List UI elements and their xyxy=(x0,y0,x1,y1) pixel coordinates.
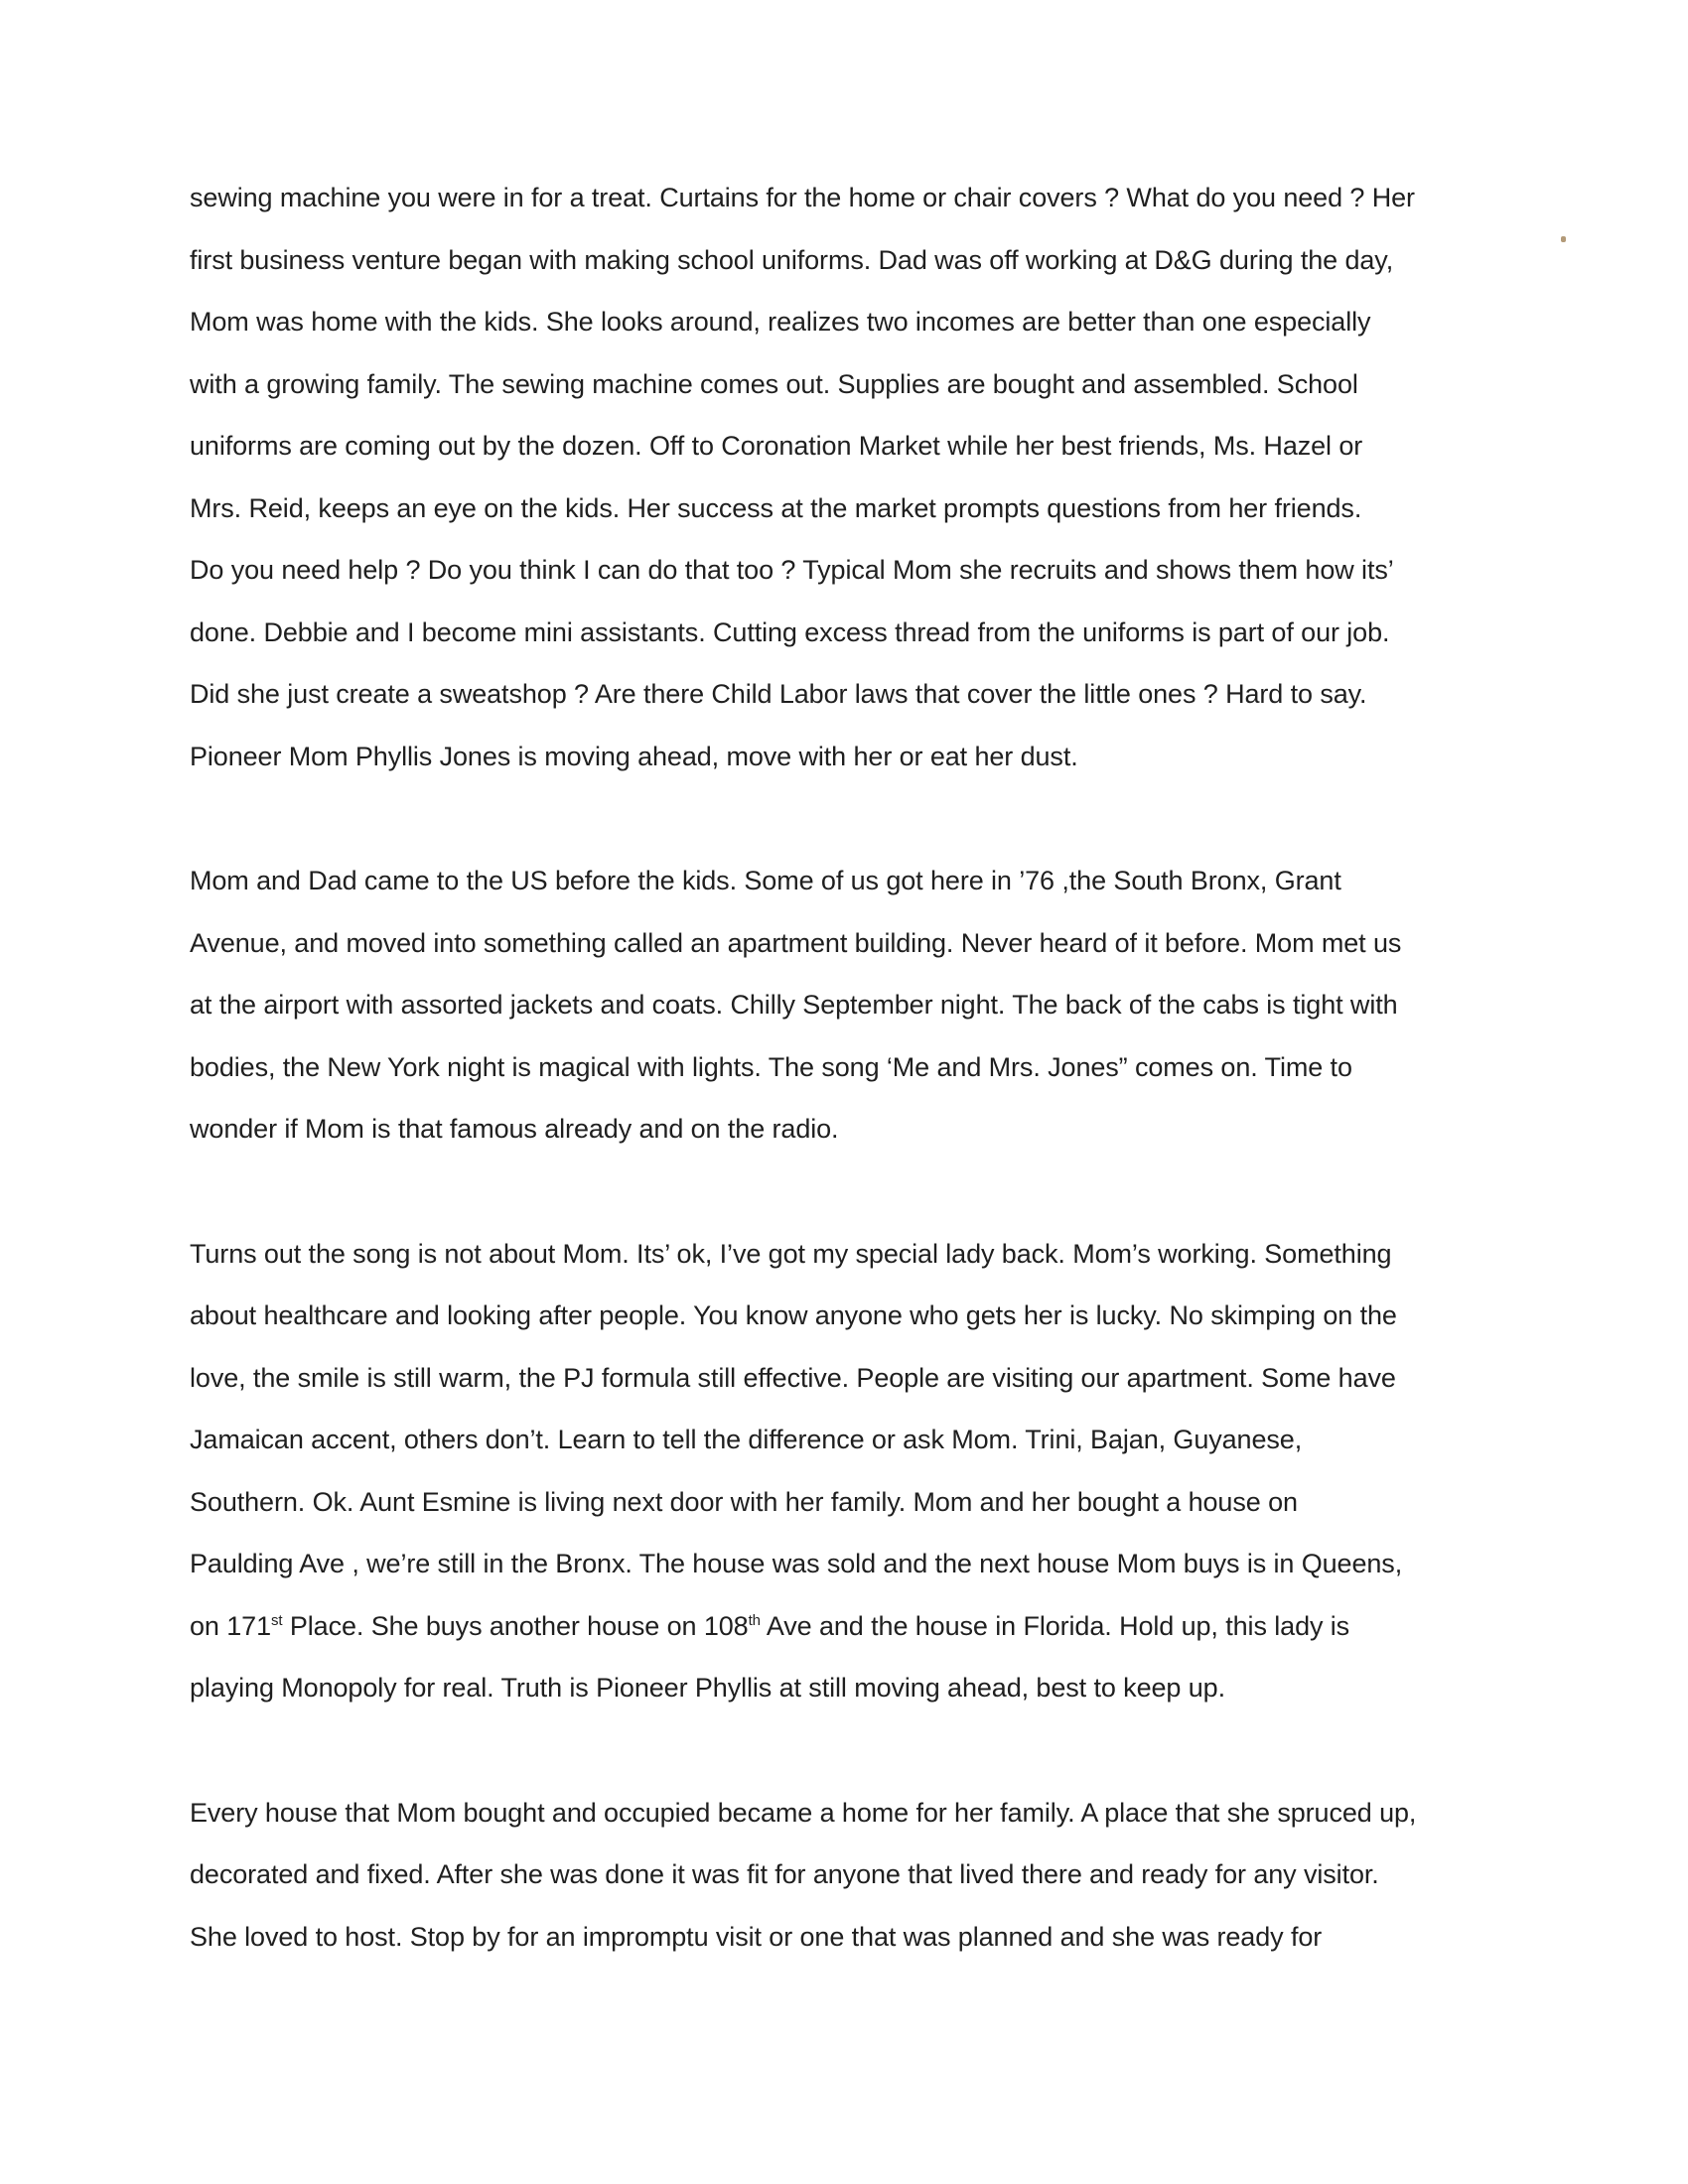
text-fragment: on 171 xyxy=(190,1610,271,1641)
paragraph-coming-to-us xyxy=(190,850,1540,1160)
text-line: at the airport with assorted jackets and coats. Chilly September night. The back of the cabs is tight with xyxy=(190,990,1398,1020)
text-fragment: Ave and the house in Florida. Hold up, this lady is xyxy=(760,1610,1350,1641)
paragraph-gap xyxy=(190,1719,1540,1782)
text-line: Do you need help ? Do you think I can do that too ? Typical Mom she recruits and shows them how its’ xyxy=(190,555,1394,585)
paragraph-gap xyxy=(190,787,1540,850)
text-line: Southern. Ok. Aunt Esmine is living next door with her family. Mom and her bought a house on xyxy=(190,1486,1298,1517)
paragraph-home-hosting xyxy=(190,1782,1540,1969)
paragraph-sewing-business xyxy=(190,167,1540,787)
text-line: playing Monopoly for real. Truth is Pioneer Phyllis at still moving ahead, best to keep up. xyxy=(190,1673,1225,1703)
text-line: She loved to host. Stop by for an impromptu visit or one that was planned and she was ready for xyxy=(190,1921,1323,1952)
text-line: Turns out the song is not about Mom. Its’ ok, I’ve got my special lady back. Mom’s working. Something xyxy=(190,1238,1392,1269)
text-line-with-ordinals xyxy=(190,1595,1540,1658)
ordinal-suffix: th xyxy=(748,1611,761,1629)
document-body xyxy=(190,167,1540,1968)
text-line: love, the smile is still warm, the PJ formula still effective. People are visiting our apartment. Some have xyxy=(190,1362,1396,1393)
paper-speck xyxy=(1561,236,1566,242)
text-line: Pioneer Mom Phyllis Jones is moving ahead, move with her or eat her dust. xyxy=(190,741,1078,771)
ordinal-suffix: st xyxy=(270,1611,283,1629)
text-line: decorated and fixed. After she was done it was fit for anyone that lived there and ready for any visitor. xyxy=(190,1859,1379,1889)
text-line: Mom was home with the kids. She looks around, realizes two incomes are better than one especially xyxy=(190,307,1371,337)
text-line: Mom and Dad came to the US before the kids. Some of us got here in ’76 ,the South Bronx, Grant xyxy=(190,866,1341,895)
text-line: done. Debbie and I become mini assistants. Cutting excess thread from the uniforms is part of our job. xyxy=(190,616,1390,647)
paragraph-gap xyxy=(190,1160,1540,1223)
text-line: Jamaican accent, others don’t. Learn to tell the difference or ask Mom. Trini, Bajan, Guyanese, xyxy=(190,1425,1303,1454)
text-line: bodies, the New York night is magical with lights. The song ‘Me and Mrs. Jones” comes on. Time to xyxy=(190,1051,1352,1082)
text-line: Avenue, and moved into something called an apartment building. Never heard of it before. Mom met us xyxy=(190,927,1402,958)
text-line: first business venture began with making school uniforms. Dad was off working at D&G during the day, xyxy=(190,244,1394,275)
text-line: sewing machine you were in for a treat. Curtains for the home or chair covers ? What do you need ? Her xyxy=(190,183,1415,212)
text-line: wonder if Mom is that famous already and on the radio. xyxy=(190,1114,839,1144)
text-line: with a growing family. The sewing machine comes out. Supplies are bought and assembled. School xyxy=(190,368,1358,399)
text-line: about healthcare and looking after people. You know anyone who gets her is lucky. No skimping on the xyxy=(190,1300,1397,1330)
text-line: Paulding Ave , we’re still in the Bronx. The house was sold and the next house Mom buys is in Queens, xyxy=(190,1549,1403,1578)
text-line: uniforms are coming out by the dozen. Off to Coronation Market while her best friends, Ms. Hazel or xyxy=(190,431,1363,461)
text-line: Mrs. Reid, keeps an eye on the kids. Her success at the market prompts questions from her friends. xyxy=(190,492,1362,523)
paragraph-houses xyxy=(190,1223,1540,1719)
text-line: Did she just create a sweatshop ? Are there Child Labor laws that cover the little ones ? Hard to say. xyxy=(190,679,1367,709)
text-fragment: Place. She buys another house on 108 xyxy=(282,1610,749,1641)
text-line: Every house that Mom bought and occupied became a home for her family. A place that she spruced up, xyxy=(190,1797,1417,1828)
